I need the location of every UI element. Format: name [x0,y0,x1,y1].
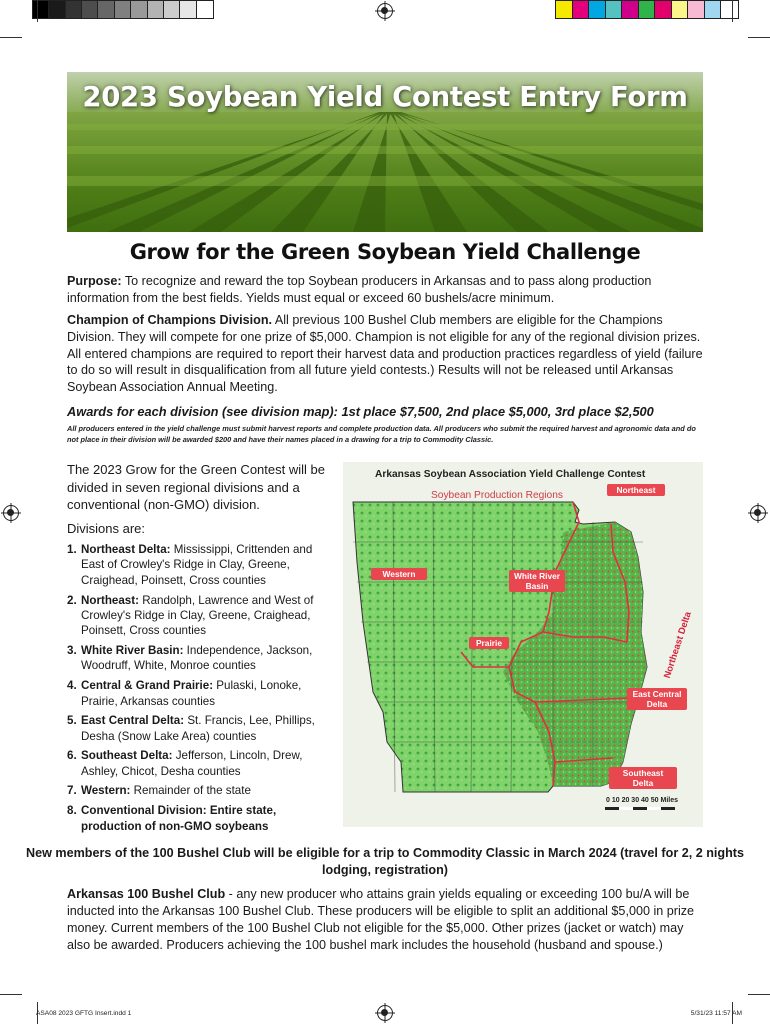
cmyk-color-bar [555,0,739,19]
registration-mark-right-icon [750,505,766,521]
crop-mark [748,37,770,38]
regions-map [343,462,703,827]
region-label-white-river: White River Basin [509,570,565,592]
bushel-club-text: - any new producer who attains grain yields equaling or exceeding 100 bu/A will be inducted into the Arkansas 100 Bushel Club. These producers will be eligible to split an additional $5,000 in prize money. Current members of the 100 Bushel Club not eligible for the $5,000. Other prizes (jacket or watch) may also be awarded. Producers achieving the 100 bushel mark includes the household (husband and spouse.) [67,887,695,952]
region-label-prairie: Prairie [469,637,509,649]
new-members-notice: New members of the 100 Bushel Club will be eligible for a trip to Commodity Classic in March 2024 (travel for 2, 2 nights lodging, registration) [25,846,745,877]
map-subtitle: Soybean Production Regions [431,490,563,501]
awards-line: Awards for each division (see division map): 1st place $7,500, 2nd place $5,000, 3rd place $2,500 [67,404,654,419]
crop-mark [748,994,770,995]
page-subtitle: Grow for the Green Soybean Yield Challenge [129,240,641,264]
list-item: 6. Southeast Delta: Jefferson, Lincoln, Drew, Ashley, Chicot, Desha counties [67,749,303,778]
divisions-heading: Divisions are: [67,521,146,536]
purpose-text: To recognize and reward the top Soybean producers in Arkansas and to pass along production information from the best fields. Yields must equal or exceed 60 bushels/acre minimum. [67,274,652,305]
region-label-northeast-delta: Northeast Delta [661,610,693,680]
crop-mark [37,0,38,22]
map-title: Arkansas Soybean Association Yield Challenge Contest [375,469,646,480]
grayscale-color-bar [32,0,214,19]
list-item: 5. East Central Delta: St. Francis, Lee, Phillips, Desha (Snow Lake Area) counties [67,714,315,743]
purpose-paragraph [67,273,703,307]
registration-mark-top-icon [377,3,393,19]
divisions-intro: The 2023 Grow for the Green Contest will be divided in seven regional divisions and a conventional (non-GMO) division. [67,462,325,512]
divisions-list [67,542,337,838]
list-item: 8. Conventional Division: Entire state, production of non-GMO soybeans [67,804,277,833]
region-label-western: Western [371,568,427,580]
footer-timestamp: 5/31/23 11:57 AM [690,1010,742,1017]
registration-mark-left-icon [3,505,19,521]
champions-label: Champion of Champions Division. [67,313,273,327]
crop-mark [0,994,22,995]
list-item: 2. Northeast: Randolph, Lawrence and West of Crowley's Ridge in Clay, Greene, Craighead, Poinsett, Cross counties [67,593,314,638]
crop-mark [0,37,22,38]
list-item: 1. Northeast Delta: Mississippi, Crittenden and East of Crowley's Ridge in Clay, Greene, Craighead, Poinsett, Cross counties [67,543,313,587]
form-title: 2023 Soybean Yield Contest Entry Form [82,81,688,113]
scale-bar [605,807,675,810]
footer-file-slug: ASA08 2023 GFTG Insert.indd 1 [36,1010,132,1017]
purpose-label: Purpose: [67,274,122,288]
list-item: 7. Western: Remainder of the state [67,784,251,798]
crop-mark [732,0,733,22]
scale-label: 0 10 20 30 40 50 Miles [606,797,678,804]
list-item: 4. Central & Grand Prairie: Pulaski, Lonoke, Prairie, Arkansas counties [67,679,302,708]
bushel-club-paragraph [67,886,703,954]
list-item: 3. White River Basin: Independence, Jackson, Woodruff, White, Monroe counties [67,644,313,673]
region-label-east-central: East Central Delta [627,688,687,710]
champions-paragraph [67,312,703,396]
hero-banner [67,72,703,232]
bushel-club-label: Arkansas 100 Bushel Club [67,887,226,901]
region-label-southeast: Southeast Delta [609,767,677,789]
registration-mark-bottom-icon [377,1005,393,1021]
fine-print: All producers entered in the yield challenge must submit harvest reports and complete production data. All producers who submit the required harvest and agronomic data and do not place in their division will be awarded $200 and have their names placed in a drawing for a trip to Commodity Classic. [67,424,696,444]
champions-text: All previous 100 Bushel Club members are eligible for the Champions Division. They will compete for one prize of $5,000. Champion is not eligible for any of the regional division prizes. All entered champions are required to report their harvest data and production practices regardless of yield (failure to do so will result in disqualification from all future yield contests.) Results will not be released until Arkansas Soybean Association Annual Meeting. [67,313,703,395]
region-label-northeast: Northeast [607,484,665,496]
